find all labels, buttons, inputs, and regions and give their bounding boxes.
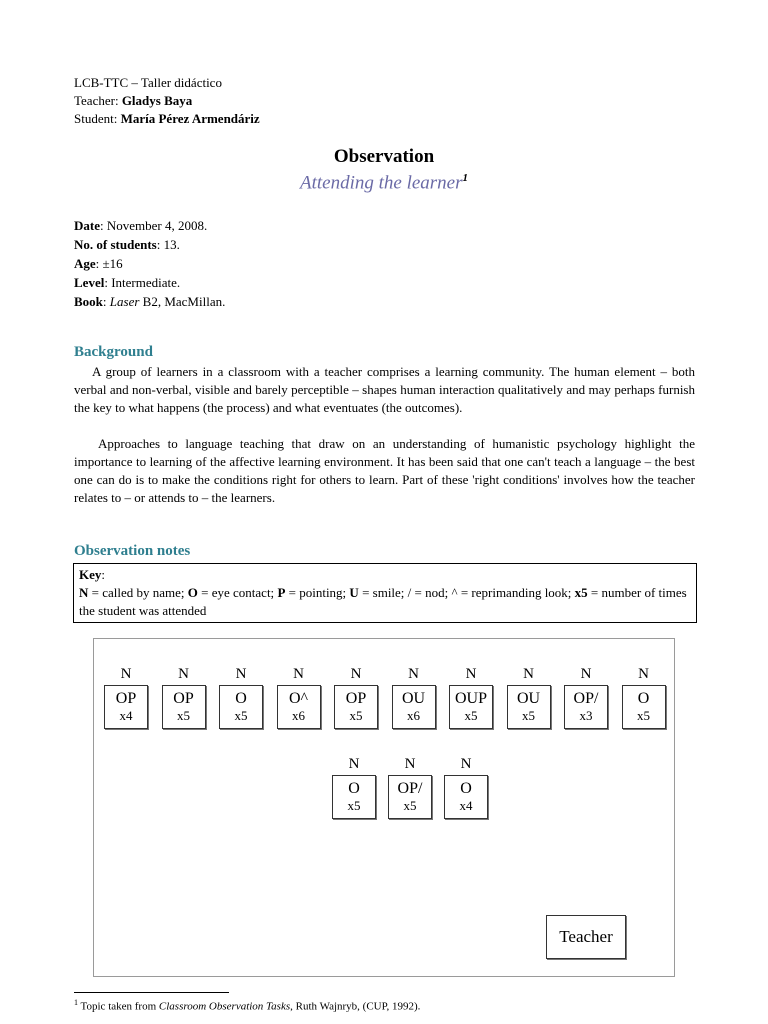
seat-attention-code: OP bbox=[173, 690, 194, 707]
observation-notes-heading: Observation notes bbox=[74, 543, 191, 559]
seat-attention-count: x4 bbox=[119, 708, 133, 723]
course-name: LCB-TTC – Taller didáctico bbox=[74, 75, 222, 90]
seat-box bbox=[388, 775, 432, 819]
seat-attention-code: O bbox=[235, 690, 247, 707]
seat-box bbox=[104, 685, 148, 729]
document-header bbox=[74, 74, 260, 128]
seat-attention-count: x4 bbox=[459, 798, 473, 813]
level-label: Level bbox=[74, 275, 105, 290]
seat-name-mark: N bbox=[178, 666, 189, 682]
teacher-label: Teacher: bbox=[74, 93, 119, 108]
student-seat bbox=[622, 663, 666, 729]
date-label: Date bbox=[74, 218, 100, 233]
key-p: P bbox=[277, 585, 286, 600]
book-sep: : bbox=[102, 294, 110, 309]
seat-attention-count: x6 bbox=[407, 708, 420, 723]
seat-name-mark: N bbox=[120, 666, 132, 682]
seat-box bbox=[622, 685, 666, 729]
subtitle-text: Attending the learner bbox=[299, 172, 463, 194]
footnote-text: Topic taken from bbox=[78, 1000, 159, 1013]
student-seat bbox=[104, 663, 148, 729]
seat-attention-code: OP bbox=[345, 690, 367, 707]
seat-attention-count: x5 bbox=[637, 708, 650, 723]
seat-name-mark: N bbox=[348, 756, 360, 772]
age-line bbox=[74, 254, 225, 273]
observation-key-box bbox=[73, 563, 697, 623]
seat-attention-count: x6 bbox=[292, 708, 305, 723]
student-name: María Pérez Armendáriz bbox=[120, 111, 260, 126]
key-u: U bbox=[349, 585, 359, 600]
seat-box bbox=[392, 685, 436, 729]
footnote-source-rest: , Ruth Wajnryb, (CUP, 1992). bbox=[290, 1000, 421, 1013]
seat-attention-code: OP/ bbox=[397, 780, 423, 797]
seat-name-mark: N bbox=[408, 666, 419, 682]
level-line bbox=[74, 273, 225, 292]
key-x5: x5 bbox=[574, 585, 588, 600]
students-line bbox=[74, 235, 225, 254]
seat-box bbox=[219, 685, 263, 729]
seat-name-mark: N bbox=[638, 666, 649, 682]
student-seat bbox=[564, 663, 608, 729]
student-seat bbox=[444, 753, 488, 819]
age-value: : ±16 bbox=[95, 256, 123, 271]
footnote-divider bbox=[74, 992, 229, 993]
seat-attention-code: OUP bbox=[454, 690, 487, 707]
key-n-text: = called by name; bbox=[88, 585, 188, 600]
level-value: : Intermediate. bbox=[104, 275, 181, 290]
seat-name-mark: N bbox=[293, 666, 304, 682]
seat-name-mark: N bbox=[404, 756, 416, 772]
seating-diagram bbox=[93, 638, 675, 977]
seat-name-mark: N bbox=[523, 666, 534, 682]
age-label: Age bbox=[74, 256, 96, 271]
seat-box bbox=[334, 685, 378, 729]
seat-name-mark: N bbox=[580, 666, 592, 682]
seat-attention-count: x5 bbox=[234, 708, 248, 723]
seat-name-mark: N bbox=[460, 756, 472, 772]
seat-name-mark: N bbox=[465, 666, 477, 682]
background-paragraph-1: A group of learners in a classroom with a teacher comprises a learning community. The human element – both verbal and non-verbal, visible and barely perceptible – shapes human interaction qualitatively and may perhaps furnish the key to what happens (the process) and what eventuates (the outcomes). bbox=[74, 364, 695, 415]
seat-box bbox=[444, 775, 488, 819]
seat-attention-code: O^ bbox=[288, 690, 309, 707]
book-label: Book bbox=[74, 294, 103, 309]
teacher-desk: Teacher bbox=[546, 915, 626, 959]
student-seat bbox=[392, 663, 436, 729]
key-colon: : bbox=[101, 567, 106, 582]
student-seat bbox=[388, 753, 432, 819]
seat-attention-count: x5 bbox=[522, 708, 535, 723]
page-subtitle bbox=[0, 172, 768, 194]
student-seat bbox=[332, 753, 376, 819]
seat-name-mark: N bbox=[350, 666, 362, 682]
seat-box bbox=[449, 685, 493, 729]
seat-attention-code: OP bbox=[115, 690, 137, 707]
footnote-mark: 1 bbox=[462, 172, 469, 184]
seat-box bbox=[332, 775, 376, 819]
seat-box bbox=[507, 685, 551, 729]
teacher-name: Gladys Baya bbox=[121, 93, 193, 108]
key-o-text: = eye contact; bbox=[197, 585, 278, 600]
seat-box bbox=[277, 685, 321, 729]
student-seat bbox=[219, 663, 263, 729]
key-n: N bbox=[79, 585, 89, 600]
footnote bbox=[74, 998, 420, 1013]
seat-box bbox=[564, 685, 608, 729]
seat-attention-code: O bbox=[637, 690, 650, 707]
seat-attention-count: x3 bbox=[579, 708, 593, 723]
key-title bbox=[79, 566, 691, 584]
book-line bbox=[74, 292, 225, 311]
book-title: Laser bbox=[109, 294, 140, 309]
seat-attention-count: x5 bbox=[347, 798, 361, 813]
seat-attention-count: x5 bbox=[403, 798, 417, 813]
students-label: No. of students bbox=[74, 237, 157, 252]
seat-attention-count: x5 bbox=[177, 708, 190, 723]
book-rest: B2, MacMillan. bbox=[139, 294, 226, 309]
key-legend bbox=[79, 584, 691, 620]
date-value: : November 4, 2008. bbox=[100, 218, 208, 233]
seat-attention-count: x5 bbox=[349, 708, 363, 723]
seat-attention-code: OU bbox=[516, 690, 541, 707]
student-seat bbox=[507, 663, 551, 729]
background-paragraph-2: Approaches to language teaching that draw on an understanding of humanistic psychology highlight the importance to learning of the affective learning environment. It has been said that one can't teach a language – the best one can do is to make the conditions right for others to learn. Part of these 'right conditions' involves how the teacher relates to – or attends to – the learners. bbox=[74, 436, 695, 505]
student-seat bbox=[334, 663, 378, 729]
student-seat bbox=[277, 663, 321, 729]
key-x5-text: = number of times the student was attended bbox=[79, 585, 687, 618]
key-p-text: = pointing; bbox=[285, 585, 350, 600]
lesson-details bbox=[74, 216, 225, 311]
seat-box bbox=[162, 685, 206, 729]
student-seat bbox=[162, 663, 206, 729]
seat-attention-count: x5 bbox=[464, 708, 478, 723]
student-seat bbox=[449, 663, 493, 729]
student-label: Student: bbox=[74, 111, 118, 126]
footnote-number: 1 bbox=[74, 998, 78, 1007]
key-o: O bbox=[187, 585, 198, 600]
key-u-text: = smile; / = nod; ^ = reprimanding look; bbox=[358, 585, 575, 600]
background-heading: Background bbox=[74, 344, 153, 360]
date-line bbox=[74, 216, 225, 235]
teacher-line bbox=[74, 92, 260, 110]
key-label: Key bbox=[79, 567, 102, 582]
students-value: : 13. bbox=[156, 237, 180, 252]
seat-attention-code: OU bbox=[401, 690, 426, 707]
seat-attention-code: O bbox=[348, 780, 360, 797]
footnote-source-title: Classroom Observation Tasks bbox=[158, 1000, 291, 1013]
page-title: Observation bbox=[333, 146, 435, 167]
seat-name-mark: N bbox=[235, 666, 247, 682]
seat-attention-code: OP/ bbox=[573, 690, 599, 707]
student-line bbox=[74, 110, 260, 128]
seat-attention-code: O bbox=[460, 780, 472, 797]
